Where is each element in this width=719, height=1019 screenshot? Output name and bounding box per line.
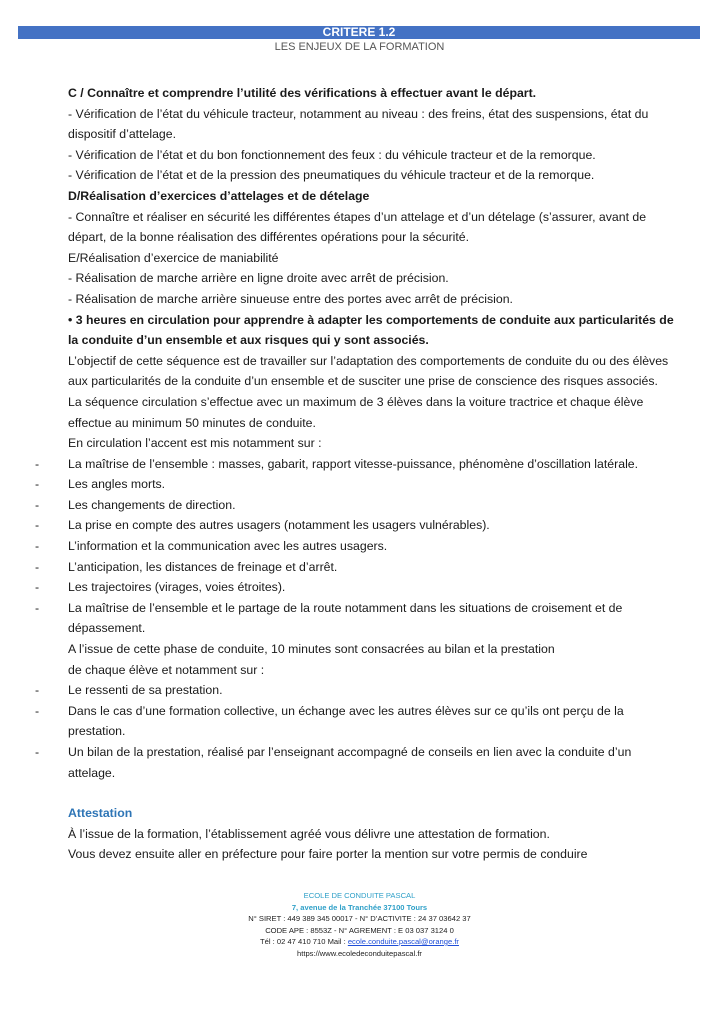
bullet-item: - La prise en compte des autres usagers (notamment les usagers vulnérables). [68,515,678,536]
bullet-item: - Le ressenti de sa prestation. [68,680,678,701]
section-heading: D/Réalisation d’exercices d’attelages et de dételage [68,188,370,203]
paragraph: La séquence circulation s’effectue avec un maximum de 3 élèves dans la voiture tractrice et chaque élève effectue au minimum 50 minutes de conduite. [68,394,644,430]
bullet-item: - Dans le cas d’une formation collective, un échange avec les autres élèves sur ce qu’ils ont perçu de la prestation. [68,701,678,742]
bullet-item: - Un bilan de la prestation, réalisé par l’enseignant accompagné de conseils en lien avec la conduite d’un attelage. [68,742,678,783]
footer-address: 7, avenue de la Tranchée 37100 Tours [291,902,428,912]
paragraph: - Vérification de l’état et du bon fonctionnement des feux : du véhicule tracteur et de la remorque. [68,147,596,162]
bullet-item: - La maîtrise de l’ensemble : masses, gabarit, rapport vitesse-puissance, phénomène d’oscillation latérale. [68,454,678,475]
section-heading: C / Connaître et comprendre l’utilité des vérifications à effectuer avant le départ. [68,86,537,100]
footer-school-name: ECOLE DE CONDUITE PASCAL [303,891,416,900]
bullet-item: - La maîtrise de l’ensemble et le partage de la route notamment dans les situations de croisement et de dépassement. [68,598,678,639]
footer-siret: N° SIRET : 449 389 345 00017 - N° D’ACTIVITE : 24 37 03642 37 [248,914,471,923]
bullet-item: - Les changements de direction. [68,495,678,516]
paragraph: - Réalisation de marche arrière sinueuse entre des portes avec arrêt de précision. [68,291,513,306]
paragraph: - Vérification de l’état du véhicule tracteur, notamment au niveau : des freins, état des suspensions, état du dispositif d’attelage. [68,106,649,142]
section-heading: • 3 heures en circulation pour apprendre à adapter les comportements de conduite aux particularités de la conduite d’un ensemble et aux risques qui y sont associés. [68,312,674,348]
footer-phone: Tél : 02 47 410 710 Mail : [260,937,348,946]
paragraph: En circulation l’accent est mis notamment sur : [68,436,322,451]
document-body [68,83,678,865]
paragraph: - Connaître et réaliser en sécurité les différentes étapes d’un attelage et d’un dételage (s’assurer, avant de départ, de la bonne réalisation des différentes opérations pour la sécurité. [68,209,647,245]
footer-website[interactable]: https://www.ecoledeconduitepascal.fr [297,948,422,958]
paragraph: L’objectif de cette séquence est de travailler sur l’adaptation des comportements de conduite du ou des élèves aux particularités de la conduite d’un ensemble et de susciter une prise de conscience des risques associés. [68,353,669,389]
bullet-item: - L’anticipation, les distances de freinage et d’arrêt. [68,557,678,578]
criterion-title-bar: CRITERE 1.2 [18,26,700,39]
footer [0,890,719,959]
bullet-item: - Les trajectoires (virages, voies étroites). [68,577,678,598]
paragraph: À l’issue de la formation, l’établissement agréé vous délivre une attestation de formation. [68,826,550,841]
footer-email-link[interactable]: ecole.conduite.pascal@orange.fr [347,937,459,946]
criterion-subtitle: LES ENJEUX DE LA FORMATION [274,41,445,53]
bullet-item: - L’information et la communication avec les autres usagers. [68,536,678,557]
paragraph: de chaque élève et notamment sur : [68,662,265,677]
attestation-heading: Attestation [68,806,133,821]
footer-contact [0,936,719,948]
paragraph: Vous devez ensuite aller en préfecture pour faire porter la mention sur votre permis de conduire [68,847,588,862]
paragraph: - Réalisation de marche arrière en ligne droite avec arrêt de précision. [68,271,449,286]
footer-ape: CODE APE : 8553Z - N° AGREMENT : E 03 037 3124 0 [265,925,454,935]
paragraph: A l’issue de cette phase de conduite, 10 minutes sont consacrées au bilan et la prestation [68,642,555,657]
bullet-item: - Les angles morts. [68,474,678,495]
paragraph: - Vérification de l’état et de la pression des pneumatiques du véhicule tracteur et de la remorque. [68,168,595,183]
paragraph: E/Réalisation d’exercice de maniabilité [68,250,279,265]
